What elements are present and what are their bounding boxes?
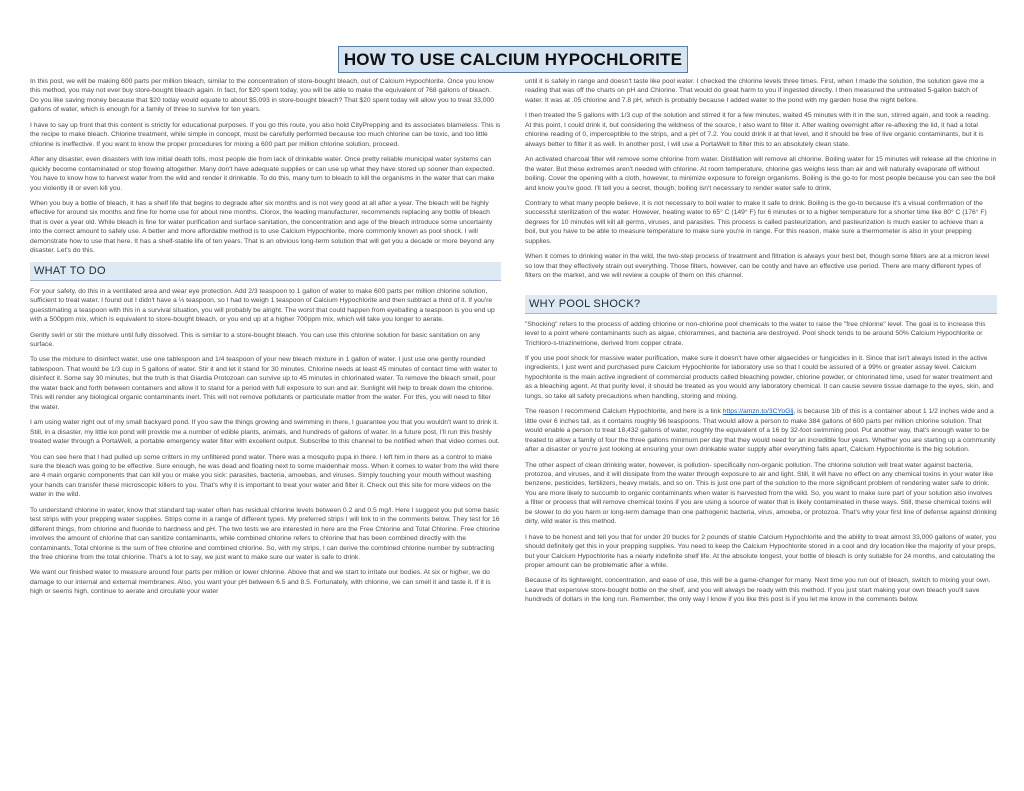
paragraph: I am using water right out of my small backyard pond. If you saw the things growing and swimming in there, I guarantee you that you wouldn't want to drink it. Still, in a disaster, my little koi pond will provide me a number of edible plants, animals, and hundreds of gallons of water. In a future post, I'll run this freshly treated water through a PortaWell, a portable emergency water filter with excellent output. Subscribe to this channel to be notified when that video comes out.	[30, 419, 500, 446]
paragraph: In this post, we will be making 600 parts per million bleach, similar to the concentration of store-bought bleach, out of Calcium Hypochlorite. Once you know this method, you may not ever buy store-bought bleach again. In fact, for $20 spent today, you will be able to make the equivalent of 768 gallons of bleach. Do you like saving money because that $20 today would equate to about $5,093 in store-bought bleach? That $20 spent today will allow you to treat 33,000 gallons of water, which is enough for a family of three to survive for ten years.	[30, 78, 495, 114]
paragraph: Because of its lightweight, concentration, and ease of use, this will be a game-changer for many. Next time you run out of bleach, switch to mixing your own. Leave that expensive store-bought bottle on the shelf, and you will always be ready with this method. If you just start making your own bleach you'll save hundreds of dollars in the long run. Remember, the only way I know if you like this post is if you let me know in the comments below.	[525, 577, 991, 604]
paragraph: You can see here that I had pulled up some critters in my unfiltered pond water. There was a mosquito pupa in there. I left him in there as a control to make sure the bleach was going to be effective. Sure enough, he was dead and floating next to some maidenhair moss. When it comes to water from the wild there are 4 main organic components that can kill you or make you sick: parasites, bacteria, amoebas, and viruses. Simply touching your mouth without washing your hands can transfer these microscopic killers to you. That's why it is important to treat your water and filter it. Check out this site for more videos on the water in the wild.	[30, 453, 499, 499]
paragraph: To understand chlorine in water, know that standard tap water often has residual chlorine levels between 0.2 and 0.5 mg/l. Here I suggest you put some basic test strips with your prepping water supplies. Strips come in a range of different types. My preferred strips I will link to in the comments below. They test for 16 different things, from chlorine and fluoride to hardness and pH. The two tests we are interested in here are the Free Chlorine and Total Chlorine. Free chlorine involves the amount of chlorine that can sanitize contaminants, while combined chlorine refers to chlorine that has been combined directly with the contaminants. Total chlorine is the sum of free chlorine and combined chlorine. So, with my strips, I can derive the combined chlorine number by subtracting the free chlorine from the total chlorine. That's a lot to say, we just want to make sure our water is safe to drink.	[30, 506, 500, 562]
link-lead-text: The reason I recommend Calcium Hypochlorite, and here is a link	[525, 408, 723, 416]
page-title: HOW TO USE CALCIUM HYPOCHLORITE	[343, 49, 683, 69]
link-tail-text: , is because 1lb of this is a container about 1 1/2 inches wide and a little over 6 inches tall. as it contains roughly 96 teaspoons. That would allow a person to make 384 gallons of 600 parts per million chlorine solution. That would enable a person to treat 18,432 gallons of water, roughly the equivalent of a 16 by 32-foot swimming pool. Put another way, that's enough water to be treated to allow a family of four the three gallons minimum per day that they would need for an incredible four years. Whether you are starting up a community after a disaster or you're just looking at ensuring your own drinkable water supply after everything falls apart, Calcium Hypochlorite is the big solution.	[525, 408, 996, 454]
title-banner	[338, 46, 688, 73]
paragraph-with-link	[525, 407, 997, 454]
paragraph: I have to be honest and tell you that for under 20 bucks for 2 pounds of stable Calcium Hypochlorite and the ability to treat almost 33,000 gallons of water, you should definitely get this in your prepping supplies. You need to keep the Calcium Hypochlorite stored in a cool and dry location like the majority of your preps, but your Calcium Hypochlorite has a nearly indefinite shelf life. At the absolute longest, your bottle of bleach is only suitable for 24 months, and calculating the proper amount can be problematic after a while.	[525, 533, 997, 570]
paragraph: Gently swirl or stir the mixture until fully dissolved. This is similar to a store-bought bleach. You can use this chlorine solution for basic sanitation on any surface.	[30, 331, 481, 348]
paragraph: until it is safely in range and doesn't taste like pool water. I checked the chlorine levels three times. First, when I made the solution, the solution gave me a reading that was off the charts on pH and Chlorine. That would do great harm to you if ingested directly. I then measured the untreated 5-gallon batch of water. It was at .05 chlorine and 7.8 pH, which is probably because I added water to the pond with my garden hose the night before.	[525, 78, 985, 104]
amazon-link[interactable]: https://amzn.to/3CYoGlj	[722, 408, 794, 416]
paragraph: An activated charcoal filter will remove some chlorine from water. Distillation will remove all chlorine. Boiling water for 15 minutes will release all the chlorine in the water. But these extremes aren't needed with chlorine. At room temperature, chlorine gas weighs less than air and will naturally evaporate off without boiling. Cover the opening with a cloth, however, to minimize exposure to foreign organisms. Boiling is the go-to for most people because you can see the boil and know you're good. I'll tell you a secret, though; boiling isn't necessary to render water safe to drink.	[525, 156, 997, 192]
right-column	[525, 77, 997, 782]
paragraph: I have to say up front that this content is strictly for educational purposes. If you go this route, you also hold CityPrepping and its associates blameless. This is the recipe to make bleach. Chlorine treatment, while simple in concept, must be carefully performed because too much chlorine can be toxic, and too little chlorine is ineffective. If you want to know the proper procedures for mixing a 600 part per million chlorine solution, proceed.	[30, 121, 501, 148]
paragraph: When you buy a bottle of bleach, it has a shelf life that begins to degrade after six months and is not very good at all after a year. The bleach will be highly effective for around six months and fine for home use for about nine months. Clorox, the leading manufacturer, recommends replacing any bottle of bleach that is over a year old. While bleach is fine for water purification and surface sanitation, the concentration and age of the bleach introduce some uncertainty into the correct amount to safely use. A better and more affordable method is to use Calcium Hypochlorite, more commonly known as pool shock. I will demonstrate how to use that here. It has a shelf-stable life of ten years. That is an obvious long-term solution that will get you a decade or more beyond any disaster. Let's do this.	[30, 199, 495, 255]
paragraph: The other aspect of clean drinking water, however, is pollution- specifically non-organic pollution. The chlorine solution will treat water against bacteria, protozoa, and viruses, and it will dissipate from the water through exposure to air and light. Still, it will have no effect on any chemical toxins in your water like benzene, pesticides, fertilizers, heavy metals, and so on. This is just one part of the solution to the more significant problem of rendering water safe to drink. You are more likely to succumb to organic contaminants when water is harvested from the wild. So, you want to make sure part of your solution also involves a filter or process that will remove chemical toxins if you are using a source of water that is likely contaminated in these ways. Still, these chemical toxins will be slower to do you harm or long-term damage than one pathogenic bacteria, virus, amoeba, or protozoa. That's why your first line of defense against drinking dirty, wild water is this method.	[525, 461, 997, 526]
paragraph: To use the mixture to disinfect water, use one tablespoon and 1/4 teaspoon of your new bleach mixture in 1 gallon of water. I just use one gently rounded tablespoon. That would be 1/3 cup in 5 gallons of water. Stir it and let it stand for 30 minutes. Chlorine needs at least 45 minutes of contact time with water to disinfect it. Some say 30 minutes, but the truth is that Giardia Protozoan can survive up to 45 minutes in chlorinated water. To remove the bleach smell, pour the water back and forth between containers and allow it to stand for a period with full exposure to sun and air. Sunlight will help to break down the chlorine. This will render any biological organic contaminants inert. This will not remove pollutants or particulate matter from the water. For this, you will need to filter the water.	[30, 356, 498, 411]
paragraph: When it comes to drinking water in the wild, the two-step process of treatment and filtration is always your best bet, though some filters are at a micron level so low that they effectively strain out everything. Those filters, however, can be costly and have an effective use period. There are many different types of filters on the market, and we will review a couple of them on this channel.	[525, 253, 990, 280]
section-heading-what-to-do: WHAT TO DO	[30, 262, 501, 281]
section-heading-why-pool-shock: WHY POOL SHOCK?	[525, 295, 997, 314]
paragraph: We want our finished water to measure around four parts per million or lower chlorine. Above that and we start to irritate our bodies. At six or higher, we do damage to our internal and external membranes. Also, you want your pH between 6.5 and 8.5. Fortunately, with chlorine, we can smell it and taste it. If it is high or seems high, continue to aerate and circulate your water	[30, 569, 491, 596]
paragraph: For your safety, do this in a ventilated area and wear eye protection. Add 2/3 teaspoon to 1 gallon of water to make 600 parts per million chlorine solution, sufficient to treat water. I found out I didn't have a ⅓ teaspoon, so I had to weigh 1 teaspoon of Calcium Hypochlorite and then subtract a third of it. If you're guesstimating a teaspoon with this in a survival situation, you will probably be alright. The worst that could happen from eyeballing a teaspoon is you end up with a 500ppm mix, which is equivalent to store-bought bleach, or you end up at a higher 700ppm mix, which will take you longer to aerate.	[30, 287, 495, 324]
paragraph: "Shocking" refers to the process of adding chlorine or non-chlorine pool chemicals to the water to raise the "free chlorine" level. The goal is to increase this level to a point where contaminants such as algae, chloramines, and bacteria are destroyed. Pool shock tends to be around 50% Calcium Hypochlorite or Trichloro-s-triazinetrione, derived from copper citrate.	[525, 320, 986, 347]
paragraph: Contrary to what many people believe, it is not necessary to boil water to make it safe to drink. Boiling is the go-to because it's a visual confirmation of the successful sterilization of the water. However, heating water to 65° C (149° F) for 6 minutes or to a higher temperature for a shorter time like 80° C (176° F) degrees for 10 minutes will kill all germs, viruses, and parasites. This process is called pasteurization, and pasteurization is much easier to achieve than a boil, but you have to be able to measure temperature to make sure you're in range. For this reason, make sure a thermometer is also in your prepping supplies.	[525, 199, 987, 245]
paragraph: After any disaster, even disasters with low initial death tolls, most people die from lack of drinkable water. Once pretty reliable municipal water systems can quickly become contaminated or stop flowing altogether. Many don't have adequate supplies or can use up what they have stored up sooner than expected. You have to know how to harvest water from the wild and render it drinkable. To do this, many turn to bleach to kill the organisms in the water that can make you violently ill or even kill you.	[30, 156, 495, 192]
paragraph: If you use pool shock for massive water purification, make sure it doesn't have other algaecides or fungicides in it. Since that isn't always listed in the active ingredients, I just went and purchased pure Calcium Hypochlorite for laboratory use so that I could be assured of a 99% or greater assay level. Calcium hypochlorite is the main active ingredient of commercial products called bleaching powder, chlorine powder, or chlorinated lime, used for water treatment and as a bleaching agent. At that purity level, it should be treated as you would any laboratory chemical. It can cause severe tissue damage to the eyes, skin, and lungs, so take all safety precautions when handling, storing and mixing.	[525, 354, 994, 400]
paragraph: I then treated the 5 gallons with 1/3 cup of the solution and stirred it for a few minutes, waited 45 minutes with it in the sun, stirred again, and took a reading. At this point, I could drink it, but considering the wildness of the source, I also want to filter it. After waiting overnight after re-aflexing the lid, it had a total chlorine reading of 0, imperceptible to the strips, and a pH of 7.2. You could drink it at that level, and it should be free of live organic contaminants, but it is always better to filter it as well. In another post, I will use a PortaWell to filter this to an absolutely clean state.	[525, 112, 990, 148]
left-column	[30, 77, 501, 782]
